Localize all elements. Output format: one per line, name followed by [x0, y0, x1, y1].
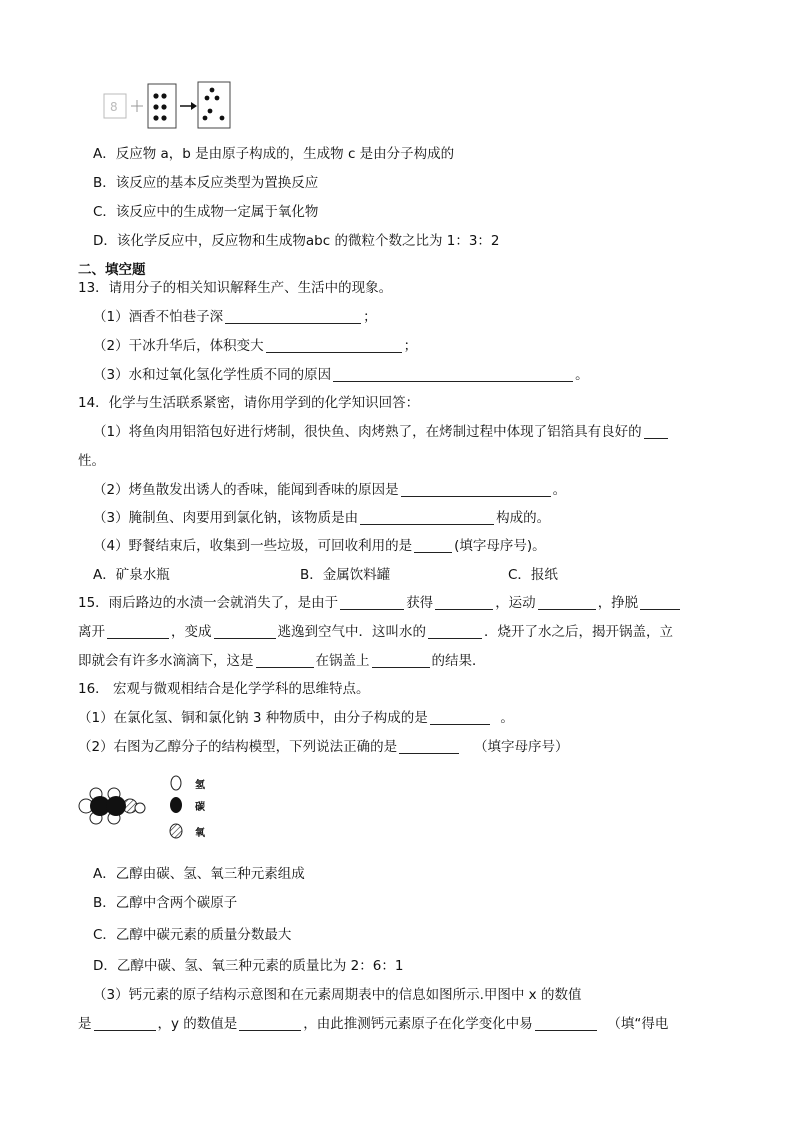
- q15-blank-9[interactable]: [372, 653, 430, 668]
- q14-blank-1[interactable]: [644, 424, 668, 439]
- q12-option-c: C．该反应中的生成物一定属于氧化物: [93, 204, 319, 220]
- q15-text-5: 离开: [78, 624, 105, 640]
- svg-text:8: 8: [110, 100, 118, 114]
- q15-blank-4[interactable]: [640, 595, 680, 610]
- legend-oxygen-label: 氧: [195, 828, 205, 839]
- q16-part-2: [78, 738, 568, 756]
- q15-text-7: 逃逸到空气中．这叫水的: [277, 624, 426, 640]
- q15-text-10: 在锅盖上: [315, 653, 370, 669]
- q14-part-1-cont: 性。: [78, 453, 105, 469]
- q16-blank-2[interactable]: [399, 739, 459, 754]
- reaction-diagram: [98, 80, 238, 132]
- q14-part-3-end: 构成的。: [496, 510, 551, 526]
- q13-blank-2[interactable]: [266, 338, 402, 353]
- q15-text-1: 15．雨后路边的水渍一会就消失了，是由于: [78, 595, 339, 611]
- q15-blank-1[interactable]: [340, 595, 404, 610]
- q14-stem: 14．化学与生活联系紧密，请你用学到的化学知识回答：: [78, 395, 420, 411]
- q16-blank-1[interactable]: [430, 710, 490, 725]
- q14-part-2: [93, 481, 566, 499]
- q15-line-1: [78, 594, 682, 612]
- q16-part-3-text-c: ，由此推测钙元素原子在化学变化中易: [303, 1016, 533, 1032]
- q13-part-3-end: 。: [575, 367, 589, 383]
- q16-part-2-end: （填字母序号）: [473, 739, 569, 755]
- q15-text-11: 的结果．: [431, 653, 486, 669]
- q16-part-1-text: （1）在氯化氢、铜和氯化钠 3 种物质中，由分子构成的是: [78, 710, 428, 726]
- q16-stem: 16． 宏观与微观相结合是化学学科的思维特点。: [78, 681, 370, 697]
- q16-part-3-text-a: 是: [78, 1016, 92, 1032]
- legend: [170, 776, 182, 838]
- q16-part-2-text: （2）右图为乙醇分子的结构模型，下列说法正确的是: [78, 739, 398, 755]
- section-heading-fill-blank: 二、填空题: [78, 262, 146, 278]
- q16-part-3: （3）钙元素的原子结构示意图和在元素周期表中的信息如图所示.甲图中 x 的数值: [93, 987, 582, 1003]
- q14-part-1: [93, 423, 670, 441]
- q13-part-3: [93, 366, 589, 384]
- q16-blank-x[interactable]: [94, 1016, 156, 1031]
- q15-text-2: 获得: [406, 595, 434, 611]
- q14-blank-4[interactable]: [414, 538, 452, 553]
- q13-part-1-end: ；: [363, 309, 377, 325]
- q15-text-8: ．烧开了水之后，揭开锅盖，立: [484, 624, 673, 640]
- q16-part-1: [78, 709, 514, 727]
- q15-blank-3[interactable]: [538, 595, 596, 610]
- legend-hydrogen-label: 氢: [195, 780, 205, 791]
- q16-part-3-line-2: [78, 1015, 668, 1033]
- q16-option-c: C．乙醇中碳元素的质量分数最大: [93, 927, 292, 943]
- q16-option-b: B．乙醇中含两个碳原子: [93, 895, 238, 911]
- q14-part-2-text: （2）烤鱼散发出诱人的香味，能闻到香味的原因是: [93, 482, 399, 498]
- q13-part-1: [93, 308, 377, 326]
- q14-part-3: [93, 509, 550, 527]
- q15-blank-7[interactable]: [428, 624, 482, 639]
- q16-blank-y[interactable]: [239, 1016, 301, 1031]
- q15-text-9: 即就会有许多水滴滴下，这是: [78, 653, 254, 669]
- q13-part-2-end: ；: [403, 338, 418, 354]
- q14-part-4: [93, 537, 546, 555]
- q14-part-4-text: （4）野餐结束后，收集到一些垃圾，可回收利用的是: [93, 538, 413, 554]
- q13-blank-3[interactable]: [333, 367, 573, 382]
- q12-option-d: D．该化学反应中，反应物和生成物abc 的微粒个数之比为 1：3：2: [93, 233, 500, 249]
- legend-carbon-label: 碳: [195, 802, 205, 813]
- q15-blank-2[interactable]: [435, 595, 493, 610]
- q14-option-c: C．报纸: [508, 567, 558, 583]
- q14-part-1-text: （1）将鱼肉用铝箔包好进行烤制，很快鱼、肉烤熟了，在烤制过程中体现了铝箔具有良好的: [93, 424, 642, 440]
- q15-text-6: ，变成: [171, 624, 212, 640]
- q15-text-3: ，运动: [495, 595, 536, 611]
- q13-part-3-text: （3）水和过氧化氢化学性质不同的原因: [93, 367, 332, 383]
- q16-option-a: A．乙醇由碳、氢、氧三种元素组成: [93, 866, 305, 882]
- q14-part-2-end: 。: [552, 482, 567, 498]
- q13-part-2: [93, 337, 417, 355]
- q15-blank-5[interactable]: [107, 624, 169, 639]
- q14-option-a: A．矿泉水瓶: [93, 567, 170, 583]
- q15-line-3: [78, 652, 486, 670]
- q13-blank-1[interactable]: [225, 309, 361, 324]
- q14-blank-3[interactable]: [360, 510, 494, 525]
- q12-option-b: B．该反应的基本反应类型为置换反应: [93, 175, 319, 191]
- q15-blank-8[interactable]: [256, 653, 314, 668]
- molecule: [79, 788, 145, 824]
- q15-text-4: ，挣脱: [597, 595, 639, 611]
- q13-part-2-text: （2）干冰升华后，体积变大: [93, 338, 264, 354]
- q14-part-3-text: （3）腌制鱼、肉要用到氯化钠，该物质是由: [93, 510, 359, 526]
- q14-blank-2[interactable]: [401, 482, 551, 497]
- q15-blank-6[interactable]: [214, 624, 276, 639]
- q13-part-1-text: （1）酒香不怕巷子深: [93, 309, 224, 325]
- q16-part-3-text-d: （填“得电: [607, 1016, 669, 1032]
- q14-part-4-end: (填字母序号)。: [454, 538, 546, 554]
- q12-option-a: A．反应物 a，b 是由原子构成的，生成物 c 是由分子构成的: [93, 146, 455, 162]
- q13-stem: 13．请用分子的相关知识解释生产、生活中的现象。: [78, 280, 393, 296]
- q16-part-1-end: 。: [500, 710, 514, 726]
- q16-blank-3[interactable]: [535, 1016, 597, 1031]
- q16-option-d: D．乙醇中碳、氢、氧三种元素的质量比为 2：6：1: [93, 958, 404, 974]
- q14-option-b: B．金属饮料罐: [300, 567, 391, 583]
- q15-line-2: [78, 623, 673, 641]
- q16-part-3-text-b: ，y 的数值是: [157, 1016, 238, 1032]
